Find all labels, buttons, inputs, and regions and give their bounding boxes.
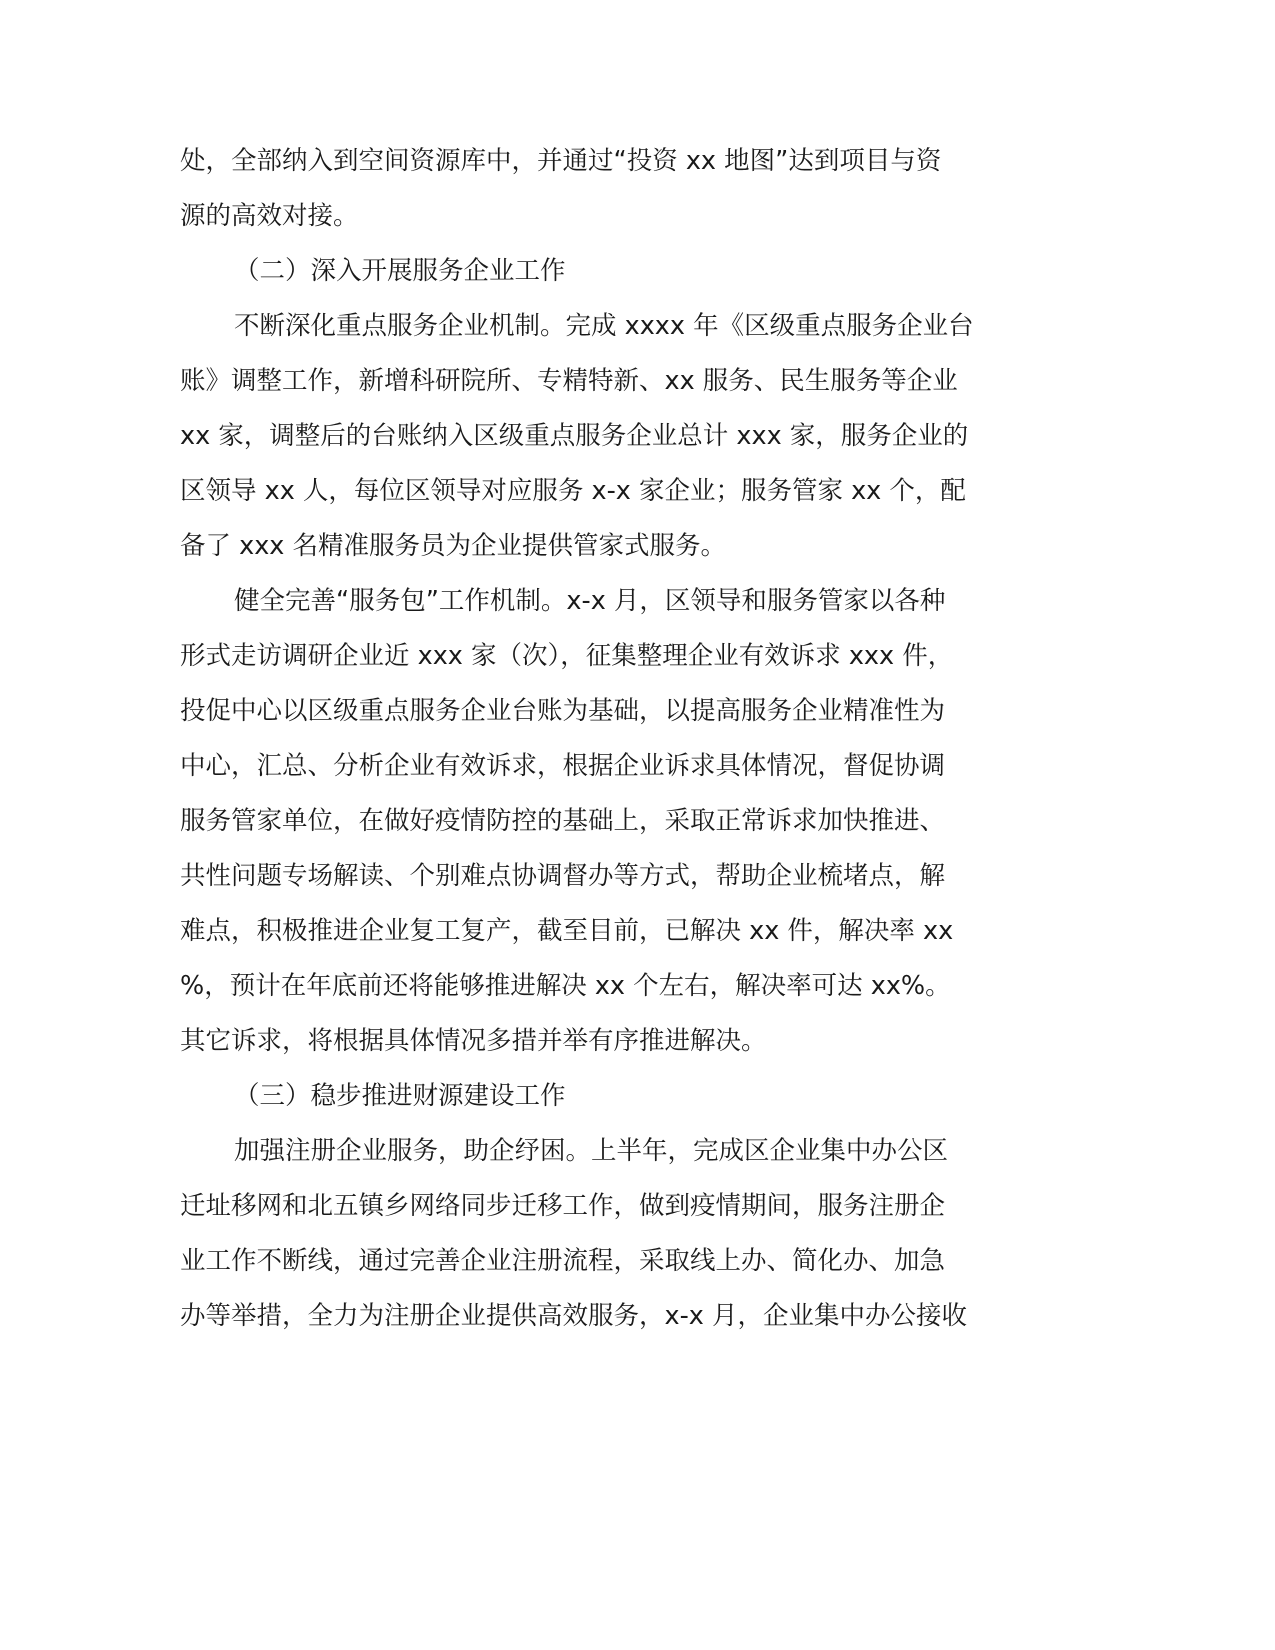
text-line: 服务管家单位，在做好疫情防控的基础上，采取正常诉求加快推进、: [180, 806, 946, 836]
text-line: 源的高效对接。: [180, 201, 359, 231]
text-line: 共性问题专场解读、个别难点协调督办等方式，帮助企业梳堵点，解: [180, 861, 946, 891]
section-heading: （三）稳步推进财源建设工作: [234, 1081, 566, 1111]
text-line: 账》调整工作，新增科研院所、专精特新、xx 服务、民生服务等企业: [180, 366, 958, 396]
section-heading: （二）深入开展服务企业工作: [234, 256, 566, 286]
text-line: 其它诉求，将根据具体情况多措并举有序推进解决。: [180, 1026, 767, 1056]
text-line: 迁址移网和北五镇乡网络同步迁移工作，做到疫情期间，服务注册企: [180, 1191, 946, 1221]
paragraph-first-line: 不断深化重点服务企业机制。完成 xxxx 年《区级重点服务企业台: [234, 311, 974, 341]
text-line: 备了 xxx 名精准服务员为企业提供管家式服务。: [180, 531, 726, 561]
text-line: 难点，积极推进企业复工复产，截至目前，已解决 xx 件，解决率 xx: [180, 916, 954, 946]
text-line: 业工作不断线，通过完善企业注册流程，采取线上办、简化办、加急: [180, 1246, 946, 1276]
text-line: 中心，汇总、分析企业有效诉求，根据企业诉求具体情况，督促协调: [180, 751, 946, 781]
paragraph-first-line: 加强注册企业服务，助企纾困。上半年，完成区企业集中办公区: [234, 1136, 949, 1166]
text-line: 形式走访调研企业近 xxx 家（次），征集整理企业有效诉求 xxx 件，: [180, 641, 954, 671]
document-body: [180, 134, 1040, 1344]
text-line: 处，全部纳入到空间资源库中，并通过“投资 xx 地图”达到项目与资: [180, 146, 942, 176]
text-line: 区领导 xx 人，每位区领导对应服务 x-x 家企业；服务管家 xx 个，配: [180, 476, 966, 506]
text-line: %，预计在年底前还将能够推进解决 xx 个左右，解决率可达 xx%。: [180, 971, 951, 1001]
text-line: xx 家，调整后的台账纳入区级重点服务企业总计 xxx 家，服务企业的: [180, 421, 969, 451]
paragraph-first-line: 健全完善“服务包”工作机制。x-x 月，区领导和服务管家以各种: [234, 586, 946, 616]
text-line: 办等举措，全力为注册企业提供高效服务，x-x 月，企业集中办公接收: [180, 1301, 967, 1331]
text-line: 投促中心以区级重点服务企业台账为基础，以提高服务企业精准性为: [180, 696, 946, 726]
